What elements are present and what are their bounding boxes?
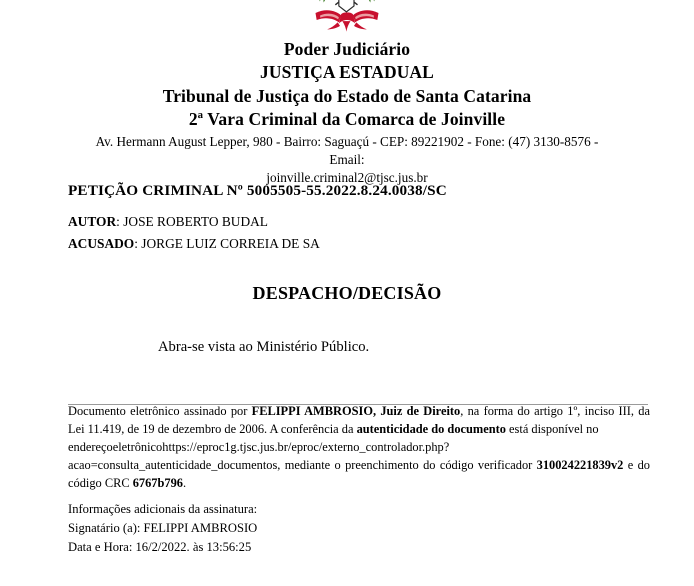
signature-additional-info <box>68 500 468 557</box>
notice-text-part-3: está disponível no <box>505 421 599 436</box>
signature-notice-paragraph <box>68 403 650 439</box>
court-address <box>82 133 612 187</box>
notice-word-endereco: endereço <box>68 439 113 454</box>
header-line-vara: 2ª Vara Criminal da Comarca de Joinville <box>188 108 506 129</box>
header-line-justica-estadual: JUSTIÇA ESTADUAL <box>260 62 434 83</box>
header-line-poder-judiciario: Poder Judiciário <box>283 39 411 59</box>
verification-code: 310024221839v2 <box>536 457 624 472</box>
party-autor-name: : JOSE ROBERTO BUDAL <box>116 214 268 229</box>
party-acusado <box>68 236 648 252</box>
notice-text-part-4: acao=consulta_autenticidade_documentos, mediante o preenchimento do código verificador <box>68 457 537 472</box>
notice-url-line <box>68 439 650 457</box>
crc-code: 6767b796 <box>132 475 183 490</box>
decision-title: DESPACHO/DECISÃO <box>252 283 442 303</box>
notice-text-part-1: Documento eletrônico assinado por <box>68 404 252 418</box>
verification-url: https://eproc1g.tjsc.jus.br/eproc/externo_controlador.php? <box>162 439 450 454</box>
signature-info-datetime: Data e Hora: 16/2/2022. às 13:56:25 <box>68 540 252 555</box>
coat-of-arms-container <box>0 0 694 34</box>
electronic-signature-notice <box>68 403 650 493</box>
notice-signer-bold: FELIPPI AMBROSIO, Juiz de Direito <box>251 404 461 418</box>
signature-info-heading: Informações adicionais da assinatura: <box>68 502 258 516</box>
case-number: PETIÇÃO CRIMINAL Nº 5005505-55.2022.8.24.0038/SC <box>68 182 447 199</box>
decision-body-text: Abra-se vista ao Ministério Público. <box>158 339 370 355</box>
coat-of-arms-santa-catarina-icon <box>311 0 383 34</box>
notice-text-part-6: . <box>182 475 187 490</box>
notice-text-part-2: , na forma do artigo 1º, inciso III, da Lei 11.419, de 19 de dezembro de 2006. A conferência da <box>68 404 650 436</box>
header-line-tribunal: Tribunal de Justiça do Estado de Santa Catarina <box>162 85 532 106</box>
notice-text-part-5: e do código CRC <box>68 457 650 490</box>
party-autor-label: AUTOR <box>68 214 117 229</box>
notice-word-eletronico: eletrônico <box>112 439 163 454</box>
address-street-line: Av. Hermann August Lepper, 980 - Bairro: Saguaçú - CEP: 89221902 - Fone: (47) 3130-8576 - Email: <box>95 134 599 167</box>
document-header <box>0 38 694 131</box>
party-acusado-label: ACUSADO <box>68 236 135 251</box>
party-autor <box>68 214 648 230</box>
notice-authenticity-bold: autenticidade do documento <box>356 421 506 436</box>
address-email: joinville.criminal2@tjsc.jus.br <box>266 169 428 185</box>
notice-verification-paragraph <box>68 457 650 493</box>
party-acusado-name: : JORGE LUIZ CORREIA DE SA <box>134 236 320 251</box>
signature-info-signer: Signatário (a): FELIPPI AMBROSIO <box>68 521 258 536</box>
